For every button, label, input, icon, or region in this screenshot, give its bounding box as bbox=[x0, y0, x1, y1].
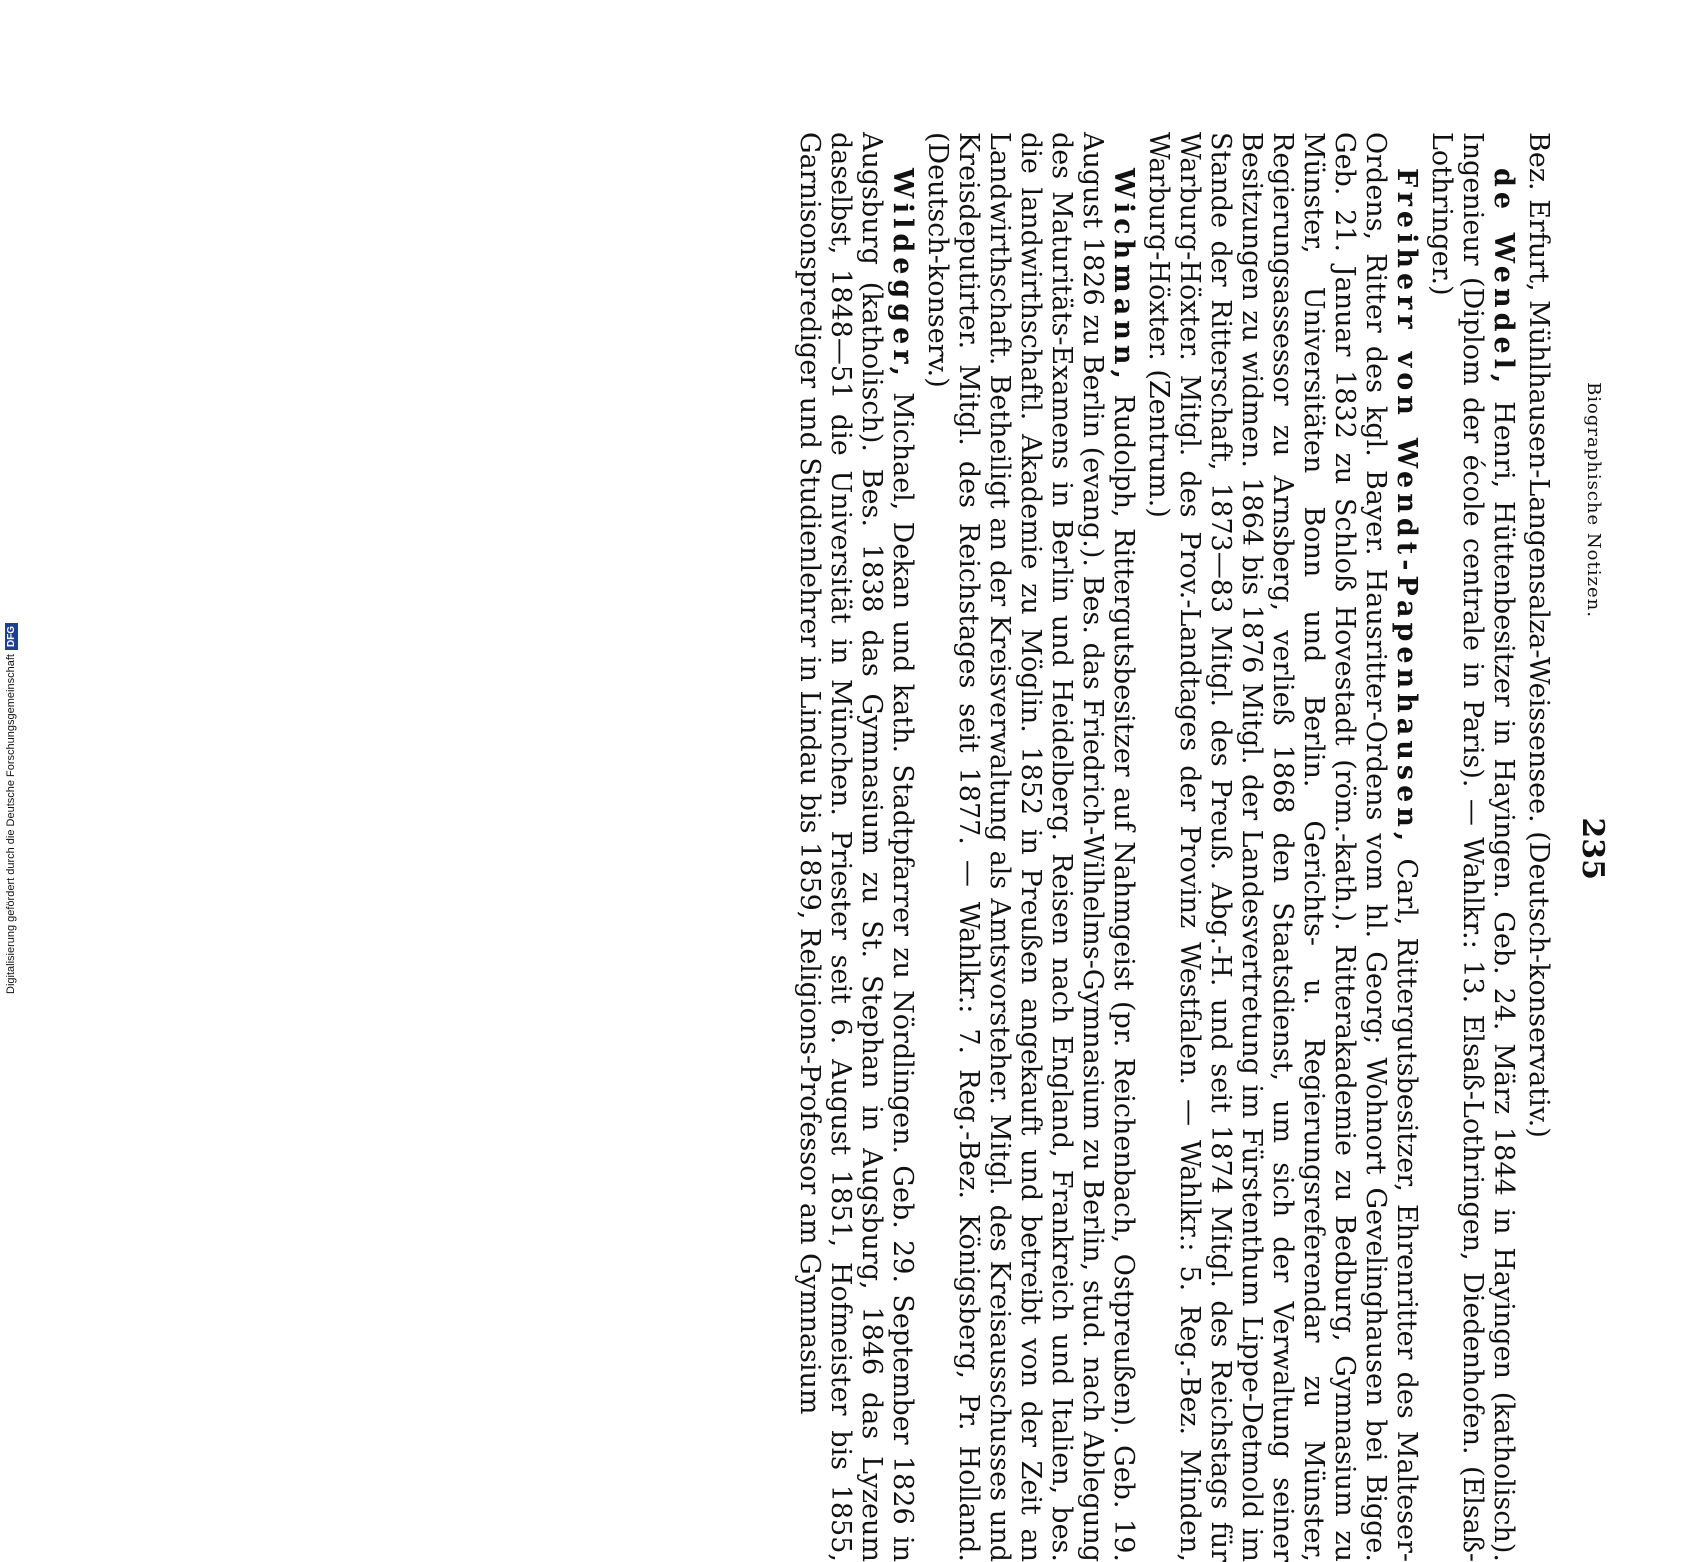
digitization-note-text: Digitalisierung gefördert durch die Deutsche Forschungsgemeinschaft bbox=[5, 654, 17, 994]
entry-name: de Wendel, bbox=[1488, 168, 1519, 389]
dfg-logo: DFG bbox=[5, 623, 18, 650]
entry-wendt-papenhausen bbox=[1143, 132, 1422, 1562]
entry-text: Henri, Hüttenbesitzer in Hayingen. Geb. 24. März 1844 in Hayingen (katholisch). Ingenieur (Diplom der école centrale in Paris). — Wahlkr.: 13. Elsaß-Lothringen, Diedenhofen. (Elsaß-Lothringer.) bbox=[1426, 132, 1519, 1562]
entry-name: Freiherr von Wendt-Papenhausen, bbox=[1391, 168, 1422, 847]
digitization-note bbox=[2, 594, 22, 994]
page-number: 235 bbox=[1575, 817, 1610, 880]
entry-continuation bbox=[1523, 132, 1554, 1562]
running-head bbox=[1564, 120, 1610, 880]
entry-text: Michael, Dekan und kath. Stadtpfarrer zu Nördlingen. Geb. 29. September 1826 in Augsburg (katholisch). Bes. 1838 das Gymnasium zu St. Stephan in Augsburg, 1846 das Lyzeum daselbst, 1848—51 die Universität in München. Priester seit 6. August 1851, Hofmeister bis 1855, Garnisonsprediger und Studienlehrer in Lindau bis 1859, Religions-Professor am Gymnasium bbox=[794, 132, 918, 1562]
entry-wildegger bbox=[794, 132, 918, 1562]
entry-name: Wichmann, bbox=[1108, 168, 1139, 384]
text-block bbox=[790, 132, 1554, 1562]
entry-text: Carl, Rittergutsbesitzer, Ehrenritter des Malteser-Ordens, Ritter des kgl. Bayer. Hausritter-Ordens vom hl. Georg; Wohnort Gevelinghausen bei Bigge. Geb. 21. Januar 1832 zu Schloß Hovestadt (röm.-kath.). Ritterakademie zu Bedburg, Gymnasium zu Münster, Universitäten Bonn und Berlin. Gerichts- u. Regierungsreferendar zu Münster, Regierungsassessor zu Arnsberg, verließ 1868 den Staatsdienst, um sich der Verwaltung seiner Besitzungen zu widmen. 1864 bis 1876 Mitgl. der Landesvertretung im Fürstenthum Lippe-Detmold im Stande der Ritterschaft, 1873—83 Mitgl. des Preuß. Abg.-H. und seit 1874 Mitgl. des Reichstags für Warburg-Höxter. Mitgl. des Prov.-Landtages der Provinz Westfalen. — Wahlkr.: 5. Reg.-Bez. Minden, Warburg-Höxter. (Zentrum.) bbox=[1143, 132, 1422, 1562]
entry-text: Rudolph, Rittergutsbesitzer auf Nahmgeist (pr. Reichenbach, Ostpreußen). Geb. 19. August 1826 zu Berlin (evang.). Bes. das Friedrich-Wilhelms-Gymnasium zu Berlin, stud. nach Ablegung des Maturitäts-Examens in Berlin und Heidelberg. Reisen nach England, Frankreich und Italien, bes. die landwirthschaftl. Akademie zu Möglin. 1852 in Preußen angekauft und betreibt von der Zeit an Landwirthschaft. Betheiligt an der Kreisverwaltung als Amtsvorsteher. Mitgl. des Kreisausschusses und Kreisdeputirter. Mitgl. des Reichstages seit 1877. — Wahlkr.: 7. Reg.-Bez. Königsberg, Pr. Holland. (Deutsch-konserv.) bbox=[922, 132, 1139, 1562]
entry-name: Wildegger, bbox=[887, 168, 918, 382]
entry-text: Bez. Erfurt, Mühlhausen-Langensalza-Weissensee. (Deutsch-konservativ.) bbox=[1523, 132, 1554, 1138]
running-title: Biographische Notizen. bbox=[1583, 382, 1604, 618]
entry-de-wendel bbox=[1426, 132, 1519, 1562]
entry-wichmann bbox=[922, 132, 1139, 1562]
